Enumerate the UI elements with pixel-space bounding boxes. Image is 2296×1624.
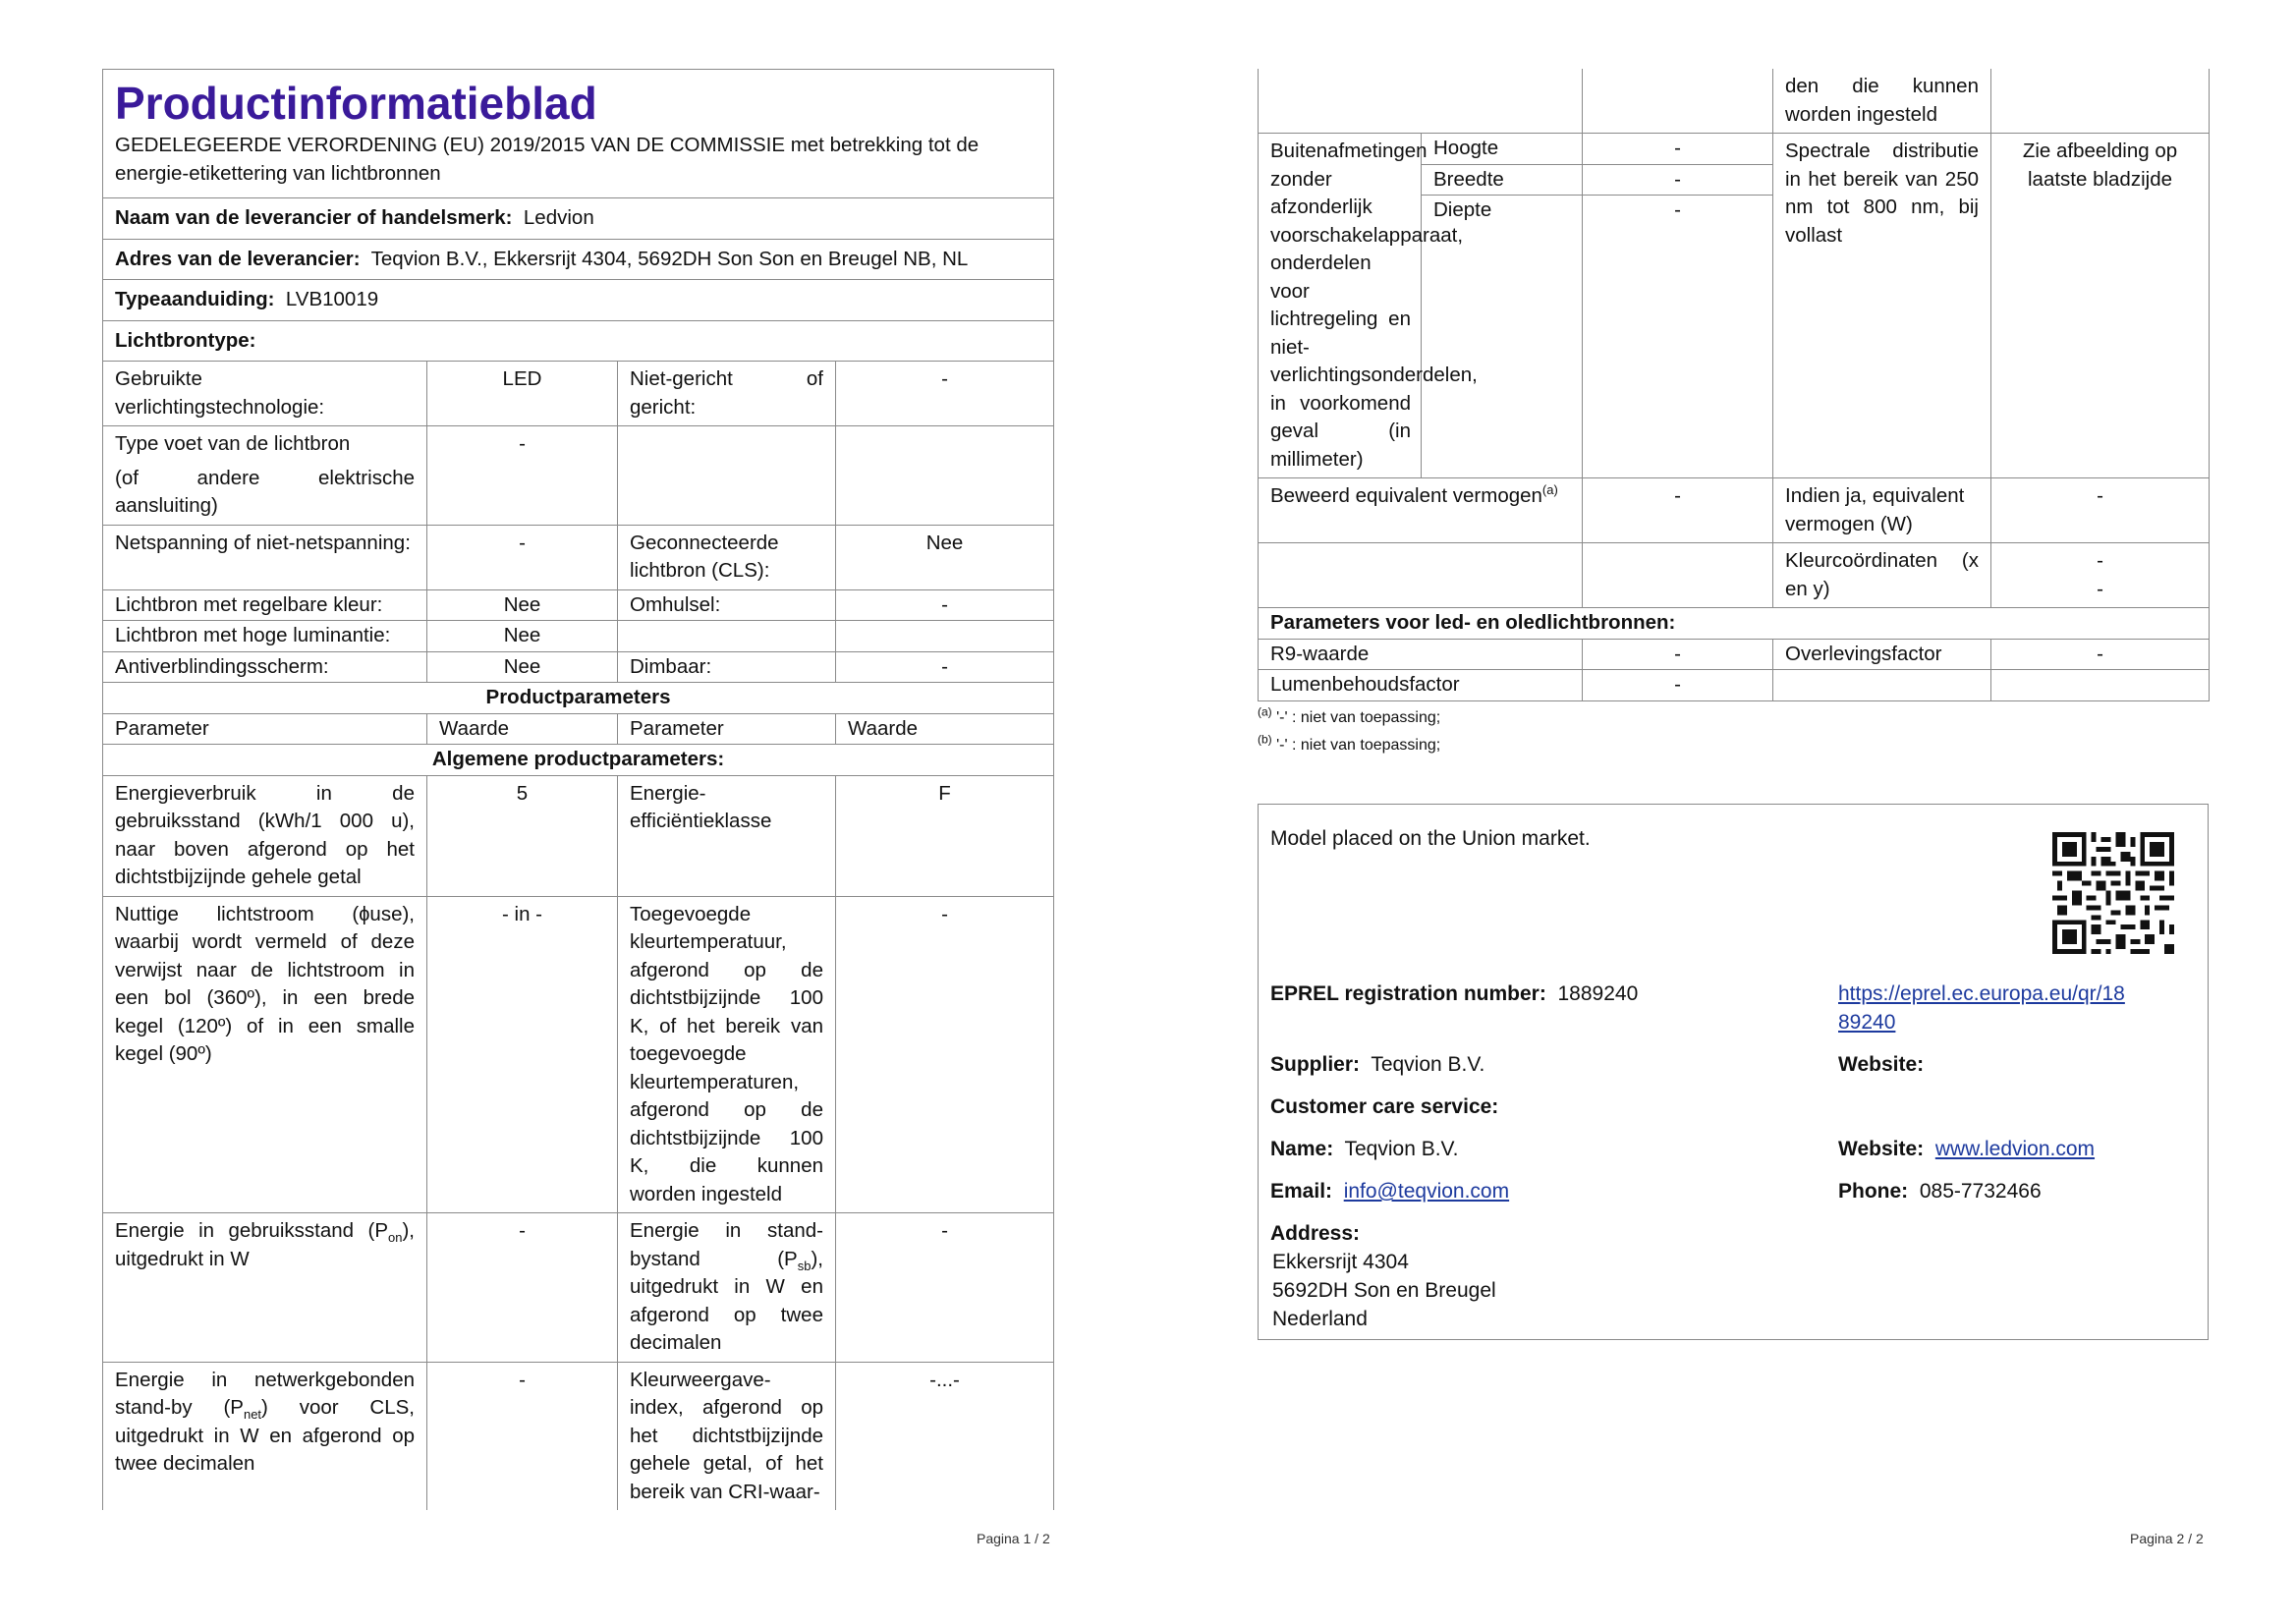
address-value: Teqvion B.V., Ekkersrijt 4304, 5692DH Son Son en Breugel NB, NL (370, 247, 969, 270)
on-mode-power-label: Energie in gebruiksstand $(P_{on})$, uitgedrukt in W (103, 1213, 427, 1363)
survival-value: - (1991, 639, 2210, 670)
r9-label: R9-waarde (1259, 639, 1583, 670)
eprel-box (1258, 804, 2209, 1340)
supplier-value: Teqvion B.V. (1371, 1053, 1485, 1076)
page-1 (102, 69, 1053, 1510)
empty-cell (618, 621, 836, 652)
useful-flux-value: - in - (427, 896, 618, 1213)
product-info-table-2 (1258, 69, 2210, 701)
envelope-label: Omhulsel: (618, 589, 836, 621)
lightsource-type-label: Lichtbrontype: (103, 320, 1054, 362)
energy-consumption-value: 5 (427, 775, 618, 896)
cct-value: - (836, 896, 1054, 1213)
model-value: LVB10019 (285, 288, 379, 310)
email-link[interactable]: info@teqvion.com (1343, 1180, 1510, 1203)
mains-value: - (427, 525, 618, 589)
claimed-power-label: Beweerd equivalent vermogen$^{(a)}$ (1259, 478, 1583, 543)
supplier-address-row (103, 239, 1054, 280)
model-label: Typeaanduiding: (115, 288, 275, 310)
market-text: Model placed on the Union market. (1270, 827, 1591, 850)
phone-label: Phone: (1838, 1180, 1909, 1203)
empty-cell (1583, 543, 1773, 608)
high-luminance-label: Lichtbron met hoge luminantie: (103, 621, 427, 652)
supplier-label: Supplier: (1270, 1053, 1361, 1076)
width-value: - (1583, 164, 1773, 196)
phone-row (1838, 1177, 2042, 1205)
supplier-name-label: Naam van de leverancier of handelsmerk: (115, 206, 513, 229)
standby-power-label: Energie in stand-bystand $(P_{sb})$, uitgedrukt in W en afgerond op twee decimalen (618, 1213, 836, 1363)
mains-label: Netspanning of niet-netspanning: (103, 525, 427, 589)
equivalent-power-label: Indien ja, equivalent vermogen (W) (1773, 478, 1991, 543)
care-name-row (1270, 1135, 1458, 1163)
r9-value: - (1583, 639, 1773, 670)
empty-cell (1991, 69, 2210, 134)
lumen-maintenance-value: - (1583, 670, 1773, 701)
height-label: Hoogte (1422, 134, 1583, 165)
spectral-label: Spectrale distributie in het bereik van 250 nm tot 800 nm, bij vollast (1773, 134, 1991, 478)
standby-power-value: - (836, 1213, 1054, 1363)
cap-type-cell (103, 426, 427, 526)
tech-value: LED (427, 362, 618, 426)
on-mode-power-value: - (427, 1213, 618, 1363)
high-luminance-value: Nee (427, 621, 618, 652)
col-value: Waarde (836, 713, 1054, 745)
chromaticity-value (1991, 543, 2210, 608)
email-label: Email: (1270, 1180, 1333, 1203)
col-parameter: Parameter (618, 713, 836, 745)
page-1-footer: Pagina 1 / 2 (977, 1531, 1050, 1546)
spectral-value: Zie afbeelding op laatste bladzijde (1991, 134, 2210, 478)
survival-label: Overlevingsfactor (1773, 639, 1991, 670)
directional-value: - (836, 362, 1054, 426)
envelope-value: - (836, 589, 1054, 621)
care-name-value: Teqvion B.V. (1344, 1138, 1459, 1160)
empty-cell (618, 426, 836, 526)
qr-code-icon (2052, 832, 2174, 954)
page-2 (1258, 69, 2209, 756)
colour-tunable-value: Nee (427, 589, 618, 621)
footnote-b: $^{(b)}$ '-' : niet van toepassing; (1258, 732, 1441, 754)
col-parameter: Parameter (103, 713, 427, 745)
empty-cell (836, 426, 1054, 526)
depth-value: - (1583, 196, 1773, 478)
dimmable-label: Dimbaar: (618, 651, 836, 683)
empty-cell (1773, 670, 1991, 701)
eprel-link[interactable] (1838, 980, 2125, 1036)
general-params-header: Algemene productparameters: (103, 745, 1054, 776)
product-info-table-1 (102, 69, 1054, 1510)
cri-label: Kleurweergave-index, afgerond op het dichtstbijzijnde gehele getal, of het bereik van CRI-waar- (618, 1362, 836, 1510)
dimmable-value: - (836, 651, 1054, 683)
page-2-footer: Pagina 2 / 2 (2130, 1531, 2204, 1546)
eprel-link-line-2[interactable]: 89240 (1838, 1011, 1896, 1034)
useful-flux-label: Nuttige lichtstroom (ɸuse), waarbij wordt vermeld of deze verwijst naar de lichtstroom in een bol (360º), in een brede kegel (120º) of in een smalle kegel (90º) (103, 896, 427, 1213)
colour-tunable-label: Lichtbron met regelbare kleur: (103, 589, 427, 621)
col-value: Waarde (427, 713, 618, 745)
cap-label-2: (of andere elektrische aansluiting) (115, 466, 415, 517)
customer-care-label: Customer care service: (1270, 1095, 1499, 1118)
energy-class-value: F (836, 775, 1054, 896)
equivalent-power-value: - (1991, 478, 2210, 543)
network-standby-label: Energie in netwerkgebonden stand-by $(P_{net})$ voor CLS, uitgedrukt in W en afgerond op twee decimalen (103, 1362, 427, 1510)
directional-label: Niet-gericht of gericht: (618, 362, 836, 426)
energy-consumption-label: Energieverbruik in de gebruiksstand (kWh/1 000 u), naar boven afgerond op het dichtstbijzijnde gehele getal (103, 775, 427, 896)
supplier-name-value: Ledvion (523, 206, 594, 229)
care-website-row (1838, 1135, 2095, 1163)
care-website-link[interactable]: www.ledvion.com (1934, 1138, 2096, 1160)
network-standby-value: - (427, 1362, 618, 1510)
regulation-subtitle: GEDELEGEERDE VERORDENING (EU) 2019/2015 VAN DE COMMISSIE met betrekking tot de energie-etikettering van lichtbronnen (115, 134, 980, 185)
width-label: Breedte (1422, 164, 1583, 196)
height-value: - (1583, 134, 1773, 165)
empty-cell (1259, 69, 1583, 134)
antiglare-label: Antiverblindingsscherm: (103, 651, 427, 683)
depth-label: Diepte (1422, 196, 1583, 478)
eprel-registration-value: 1889240 (1557, 982, 1639, 1005)
cap-label: Type voet van de lichtbron (115, 432, 351, 455)
eprel-registration-label: EPREL registration number: (1270, 982, 1546, 1005)
supplier-name-row (103, 198, 1054, 240)
cri-value: -...- (836, 1362, 1054, 1510)
led-params-header: Parameters voor led- en oledlichtbronnen: (1259, 608, 2210, 640)
phone-value: 085-7732466 (1919, 1180, 2042, 1203)
product-params-header: Productparameters (103, 683, 1054, 714)
cls-value: Nee (836, 525, 1054, 589)
cct-label: Toegevoegde kleurtemperatuur, afgerond op de dichtstbijzijnde 100 K, of het bereik van toegevoegde kleurtemperaturen, afgerond op de dichtstbijzijnde 100 K, die kunnen worden ingesteld (618, 896, 836, 1213)
address-line-3: Nederland (1272, 1308, 1368, 1330)
email-row (1270, 1177, 1509, 1205)
chromaticity-x: - (2097, 549, 2103, 572)
cri-label-continued: den die kunnen worden ingesteld (1773, 69, 1991, 134)
footnote-a: $^{(a)}$ '-' : niet van toepassing; (1258, 704, 1441, 726)
dimensions-label: Buitenafmetingen zonder afzonderlijk voorschakelapparaat, onderdelen voor lichtregeling en niet-verlichtingsonderdelen, in voorkomend geval (in millimeter) (1259, 134, 1422, 478)
chromaticity-label: Kleurcoördinaten (x en y) (1773, 543, 1991, 608)
address-label: Adres van de leverancier: (115, 247, 361, 270)
care-website-label: Website: (1838, 1138, 1925, 1160)
energy-class-label: Energie-efficiëntieklasse (618, 775, 836, 896)
model-row (103, 280, 1054, 321)
claimed-power-value: - (1583, 478, 1773, 543)
empty-cell (1259, 543, 1583, 608)
empty-cell (1991, 670, 2210, 701)
cls-label: Geconnecteerde lichtbron (CLS): (618, 525, 836, 589)
address-block (1270, 1219, 1496, 1333)
address-line-1: Ekkersrijt 4304 (1272, 1251, 1409, 1273)
page-title: Productinformatieblad (115, 78, 597, 129)
cap-value: - (427, 426, 618, 526)
supplier-website-label: Website: (1838, 1053, 1925, 1076)
tech-label: Gebruikte verlichtingstechnologie: (103, 362, 427, 426)
eprel-link-line-1[interactable]: https://eprel.ec.europa.eu/qr/18 (1838, 982, 2125, 1005)
empty-cell (836, 621, 1054, 652)
eprel-registration (1270, 980, 1638, 1008)
supplier-row (1270, 1050, 1484, 1079)
care-name-label: Name: (1270, 1138, 1334, 1160)
chromaticity-y: - (2097, 577, 2103, 600)
address-line-2: 5692DH Son en Breugel (1272, 1279, 1496, 1302)
empty-cell (1583, 69, 1773, 134)
care-address-label: Address: (1270, 1222, 1361, 1245)
antiglare-value: Nee (427, 651, 618, 683)
lumen-maintenance-label: Lumenbehoudsfactor (1259, 670, 1583, 701)
